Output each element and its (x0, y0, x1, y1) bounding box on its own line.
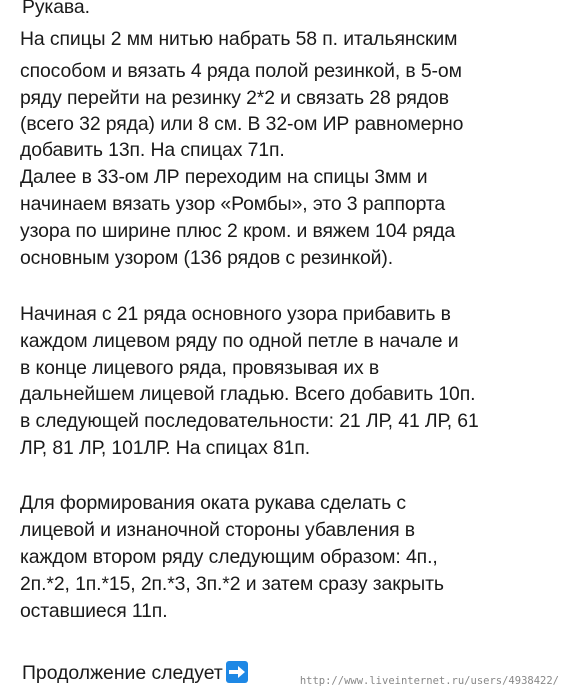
text-line: дальнейшем лицевой гладью. Всего добавить 10п. (20, 383, 476, 405)
watermark: http://www.liveinternet.ru/users/4938422/ (299, 675, 559, 687)
text-line: оставшиеся 11п. (20, 600, 168, 622)
text-line: каждом лицевом ряду по одной петле в начале и (20, 330, 459, 352)
text-line: в конце лицевого ряда, провязывая их в (20, 357, 380, 379)
text-line: основным узором (136 рядов с резинкой). (20, 247, 394, 269)
text-line: лицевой и изнаночной стороны убавления в (20, 519, 416, 541)
continuation-text: Продолжение следует (22, 662, 223, 684)
text-line: Начиная с 21 ряда основного узора прибавить в (20, 303, 451, 325)
section-title: Рукава. (22, 0, 90, 18)
text-line: способом и вязать 4 ряда полой резинкой, в 5-ом (20, 60, 462, 82)
text-line: ЛР, 81 ЛР, 101ЛР. На спицах 81п. (20, 437, 311, 459)
text-line: Далее в 33-ом ЛР переходим на спицы 3мм и (20, 166, 428, 188)
text-line: в следующей последовательности: 21 ЛР, 41 ЛР, 61 (20, 410, 479, 432)
text-line: 2п.*2, 1п.*15, 2п.*3, 3п.*2 и затем сразу закрыть (20, 573, 444, 595)
text-line: ряду перейти на резинку 2*2 и связать 28 рядов (20, 87, 449, 109)
continuation-row (22, 659, 248, 687)
text-line: (всего 32 ряда) или 8 см. В 32-ом ИР равномерно (20, 113, 464, 135)
text-line: узора по ширине плюс 2 кром. и вяжем 104 ряда (20, 220, 456, 242)
text-line: каждом втором ряду следующим образом: 4п., (20, 546, 438, 568)
text-line: начинаем вязать узор «Ромбы», это 3 раппорта (20, 193, 446, 215)
text-line: На спицы 2 мм нитью набрать 58 п. итальянским (20, 28, 458, 50)
right-arrow-icon (226, 661, 248, 683)
text-line: Для формирования оката рукава сделать с (20, 492, 406, 514)
text-line: добавить 13п. На спицах 71п. (20, 139, 285, 161)
